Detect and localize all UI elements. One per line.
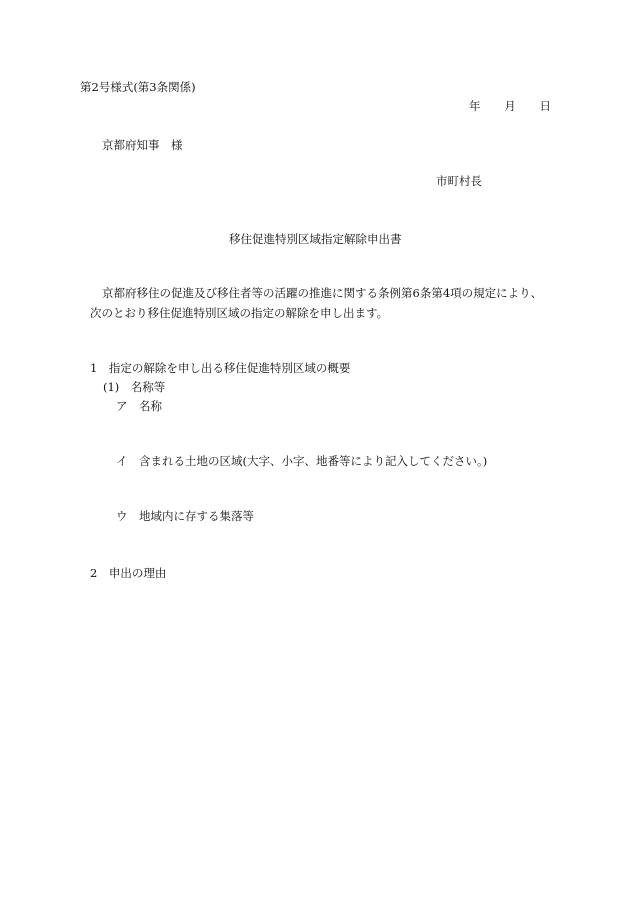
document-title: 移住促進特別区域指定解除申出書	[229, 232, 402, 246]
date-day-label: 日	[539, 99, 551, 113]
sender-title: 市町村長	[436, 174, 482, 188]
addressee: 京都府知事 様	[102, 138, 183, 152]
item-u-settlements: ウ 地域内に存する集落等	[116, 509, 254, 523]
form-number: 第2号様式(第3条関係)	[80, 80, 196, 94]
date-year-label: 年	[469, 99, 481, 113]
section-1-heading: 1 指定の解除を申し出る移住促進特別区域の概要	[90, 361, 351, 375]
item-a-name: ア 名称	[116, 399, 162, 413]
date-month-label: 月	[504, 99, 516, 113]
body-text-line-1: 京都府移住の促進及び移住者等の活躍の推進に関する条例第6条第4項の規定により、	[102, 286, 543, 300]
section-2-heading: 2 申出の理由	[90, 566, 167, 580]
date-line	[469, 101, 551, 113]
item-i-land-area: イ 含まれる土地の区域(大字、小字、地番等により記入してください。)	[116, 454, 488, 468]
section-1-1-heading: (1) 名称等	[103, 380, 166, 394]
body-text-line-2: 次のとおり移住促進特別区域の指定の解除を申し出ます。	[90, 306, 389, 320]
